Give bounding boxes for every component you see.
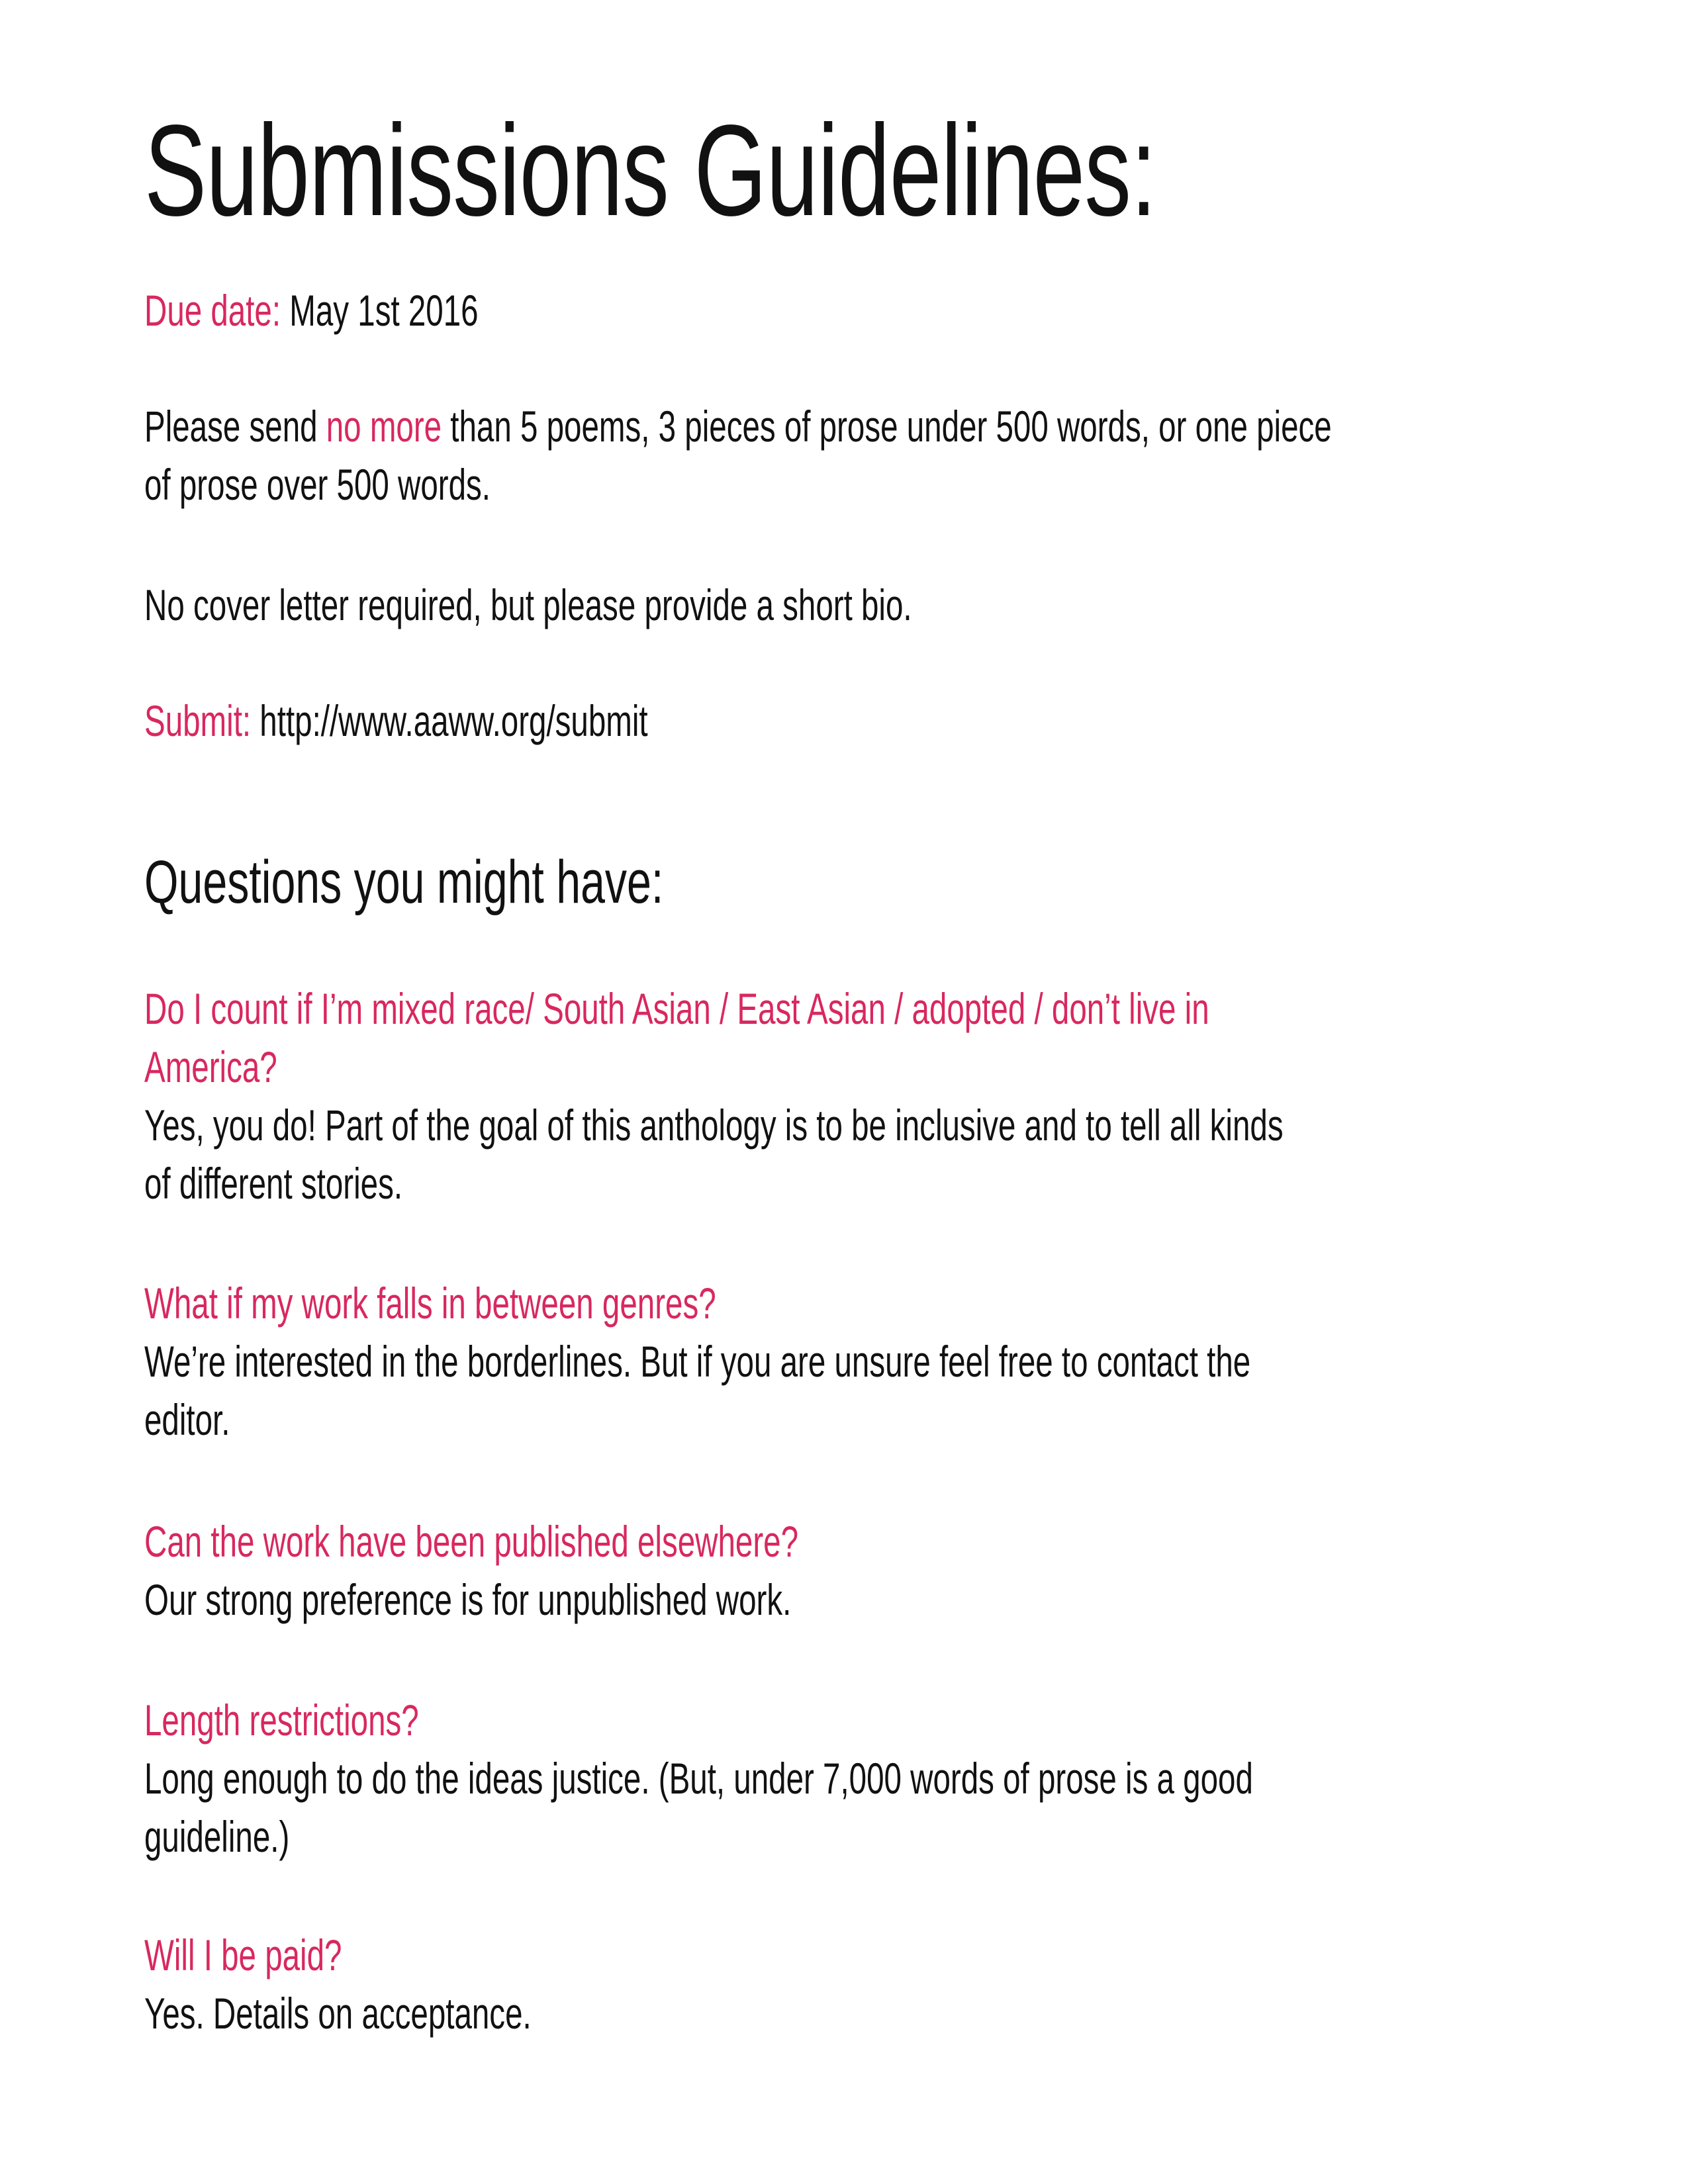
faq-answer: Long enough to do the ideas justice. (But, under 7,000 words of prose is a good: [144, 1754, 1253, 1803]
faq-answer: guideline.): [144, 1812, 290, 1861]
page-title: Submissions Guidelines:: [144, 98, 1156, 243]
due-date-line: [144, 281, 608, 340]
limits-highlight: no more: [326, 402, 442, 451]
due-date-label: Due date:: [144, 286, 281, 335]
faq-item: [144, 1691, 1684, 1866]
faq-answer: Yes, you do! Part of the goal of this anthology is to be inclusive and to tell all kinds: [144, 1101, 1284, 1150]
faq-item: [144, 1274, 1681, 1449]
submit-link[interactable]: http://www.aaww.org/submit: [259, 696, 648, 745]
faq-question: Length restrictions?: [144, 1696, 419, 1745]
faq-answer: editor.: [144, 1395, 230, 1444]
faq-item: [144, 979, 1688, 1212]
faq-question: America?: [144, 1042, 277, 1091]
faq-answer: We’re interested in the borderlines. But if you are unsure feel free to contact the: [144, 1337, 1251, 1386]
faq-answer: Yes. Details on acceptance.: [144, 1989, 532, 2038]
faq-question: What if my work falls in between genres?: [144, 1279, 716, 1328]
due-date-value: May 1st 2016: [289, 286, 479, 335]
submit-line: [144, 692, 843, 750]
faq-item: [144, 1512, 1053, 1629]
submit-label: Submit:: [144, 696, 252, 745]
cover-letter-note: No cover letter required, but please provide a short bio.: [144, 580, 912, 629]
faq-question: Do I count if I’m mixed race/ South Asian / East Asian / adopted / don’t live in: [144, 984, 1209, 1033]
submission-limits: Please send no more than 5 poems, 3 pieces of prose under 500 words, or one piece of prose over 500 words.: [144, 402, 1332, 509]
faq-question: Can the work have been published elsewhere?: [144, 1517, 799, 1566]
faq-question: Will I be paid?: [144, 1931, 342, 1979]
faq-item: [144, 1926, 682, 2042]
faq-heading: Questions you might have:: [144, 848, 664, 916]
faq-answer: Our strong preference is for unpublished work.: [144, 1575, 792, 1624]
faq-answer: of different stories.: [144, 1159, 403, 1208]
